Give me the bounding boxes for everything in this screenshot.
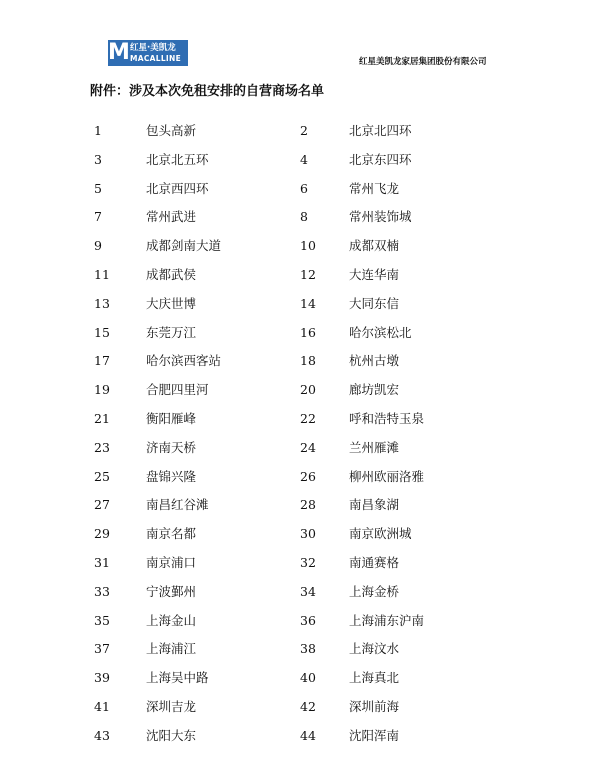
row-number-right: 40 xyxy=(300,670,316,686)
row-number-right: 18 xyxy=(300,353,316,369)
mall-name-right: 杭州古墩 xyxy=(349,353,400,369)
list-row xyxy=(0,351,600,371)
list-row xyxy=(0,236,600,256)
mall-name-left: 上海金山 xyxy=(146,612,197,628)
row-number-right: 28 xyxy=(300,497,316,513)
list-row xyxy=(0,524,600,544)
row-number-left: 25 xyxy=(94,468,110,484)
list-row xyxy=(0,121,600,141)
mall-name-left: 上海吴中路 xyxy=(146,670,209,686)
row-number-left: 17 xyxy=(94,353,110,369)
row-number-left: 7 xyxy=(94,209,102,225)
row-number-left: 33 xyxy=(94,583,110,599)
row-number-left: 15 xyxy=(94,324,110,340)
row-number-right: 24 xyxy=(300,439,316,455)
mall-name-right: 南昌象湖 xyxy=(349,497,400,513)
row-number-left: 21 xyxy=(94,411,110,426)
row-number-left: 1 xyxy=(94,123,102,138)
mall-name-left: 衡阳雁峰 xyxy=(146,411,197,426)
list-row xyxy=(0,438,600,458)
row-number-right: 20 xyxy=(300,382,316,398)
row-number-right: 8 xyxy=(300,209,308,225)
mall-name-left: 包头高新 xyxy=(146,123,197,138)
logo-english-name: MACALLINE xyxy=(130,53,182,63)
mall-name-right: 上海金桥 xyxy=(349,583,400,599)
mall-name-right: 柳州欧丽洛雅 xyxy=(349,468,425,484)
list-row xyxy=(0,582,600,602)
row-number-right: 30 xyxy=(300,526,316,542)
mall-name-right: 上海真北 xyxy=(349,670,400,686)
mall-name-left: 合肥四里河 xyxy=(146,382,209,398)
list-row xyxy=(0,380,600,400)
row-number-right: 14 xyxy=(300,295,316,311)
row-number-right: 26 xyxy=(300,468,316,484)
list-row xyxy=(0,265,600,285)
row-number-left: 13 xyxy=(94,295,110,311)
mall-name-right: 常州飞龙 xyxy=(349,180,400,196)
mall-name-left: 深圳吉龙 xyxy=(146,699,197,714)
mall-name-left: 济南天桥 xyxy=(146,439,197,455)
mall-name-right: 上海汶水 xyxy=(349,641,400,657)
company-logo xyxy=(108,40,188,66)
row-number-left: 27 xyxy=(94,497,110,513)
row-number-right: 12 xyxy=(300,267,316,282)
row-number-right: 36 xyxy=(300,612,316,628)
logo-chinese-name: 红星·美凯龙 xyxy=(130,42,176,53)
document-title: 附件：涉及本次免租安排的自营商场名单 xyxy=(90,84,325,99)
mall-name-left: 上海浦江 xyxy=(146,641,197,657)
mall-name-right: 深圳前海 xyxy=(349,699,400,714)
list-row xyxy=(0,179,600,199)
mall-name-left: 南昌红谷滩 xyxy=(146,497,209,513)
mall-name-right: 成都双楠 xyxy=(349,238,400,254)
row-number-left: 3 xyxy=(94,151,102,167)
row-number-right: 16 xyxy=(300,324,316,340)
row-number-left: 43 xyxy=(94,727,110,743)
logo-text xyxy=(128,40,181,66)
list-row xyxy=(0,495,600,515)
mall-name-right: 大同东信 xyxy=(349,295,400,311)
mall-name-right: 南京欧洲城 xyxy=(349,526,412,542)
list-row xyxy=(0,726,600,746)
mall-name-right: 呼和浩特玉泉 xyxy=(349,411,425,426)
mall-name-left: 宁波鄞州 xyxy=(146,583,197,599)
mall-name-right: 廊坊凯宏 xyxy=(349,382,400,398)
mall-name-right: 哈尔滨松北 xyxy=(349,324,412,340)
row-number-left: 23 xyxy=(94,439,110,455)
mall-name-right: 沈阳浑南 xyxy=(349,727,400,743)
mall-name-right: 大连华南 xyxy=(349,267,400,282)
row-number-left: 31 xyxy=(94,555,110,570)
list-row xyxy=(0,668,600,688)
mall-name-left: 沈阳大东 xyxy=(146,727,197,743)
company-name: 红星美凯龙家居集团股份有限公司 xyxy=(359,57,487,67)
list-row xyxy=(0,323,600,343)
mall-name-right: 南通赛格 xyxy=(349,555,400,570)
mall-name-left: 成都剑南大道 xyxy=(146,238,222,254)
row-number-right: 42 xyxy=(300,699,316,714)
row-number-right: 44 xyxy=(300,727,316,743)
mall-name-right: 常州装饰城 xyxy=(349,209,412,225)
mall-name-left: 北京北五环 xyxy=(146,151,209,167)
mall-name-left: 东莞万江 xyxy=(146,324,197,340)
row-number-left: 19 xyxy=(94,382,110,398)
list-row xyxy=(0,639,600,659)
row-number-left: 5 xyxy=(94,180,102,196)
row-number-left: 35 xyxy=(94,612,110,628)
mall-name-right: 兰州雁滩 xyxy=(349,439,400,455)
mall-name-left: 北京西四环 xyxy=(146,180,209,196)
row-number-left: 29 xyxy=(94,526,110,542)
row-number-left: 41 xyxy=(94,699,110,714)
mall-name-right: 上海浦东沪南 xyxy=(349,612,425,628)
list-row xyxy=(0,409,600,429)
list-row xyxy=(0,553,600,573)
row-number-right: 34 xyxy=(300,583,316,599)
mall-name-right: 北京东四环 xyxy=(349,151,412,167)
row-number-left: 37 xyxy=(94,641,110,657)
list-row xyxy=(0,207,600,227)
list-row xyxy=(0,294,600,314)
list-row xyxy=(0,150,600,170)
row-number-right: 4 xyxy=(300,151,308,167)
list-row xyxy=(0,467,600,487)
row-number-right: 6 xyxy=(300,180,308,196)
mall-name-left: 南京浦口 xyxy=(146,555,197,570)
mall-name-right: 北京北四环 xyxy=(349,123,412,138)
row-number-left: 9 xyxy=(94,238,102,254)
row-number-right: 22 xyxy=(300,411,316,426)
row-number-right: 10 xyxy=(300,238,316,254)
row-number-right: 38 xyxy=(300,641,316,657)
mall-name-left: 大庆世博 xyxy=(146,295,197,311)
mall-name-left: 哈尔滨西客站 xyxy=(146,353,222,369)
mall-name-left: 南京名都 xyxy=(146,526,197,542)
mall-name-left: 盘锦兴隆 xyxy=(146,468,197,484)
mall-name-left: 成都武侯 xyxy=(146,267,197,282)
logo-letter: M xyxy=(108,40,130,65)
list-row xyxy=(0,611,600,631)
row-number-right: 2 xyxy=(300,123,308,138)
mall-name-left: 常州武进 xyxy=(146,209,197,225)
row-number-left: 11 xyxy=(94,267,110,282)
row-number-right: 32 xyxy=(300,555,316,570)
row-number-left: 39 xyxy=(94,670,110,686)
list-row xyxy=(0,697,600,717)
